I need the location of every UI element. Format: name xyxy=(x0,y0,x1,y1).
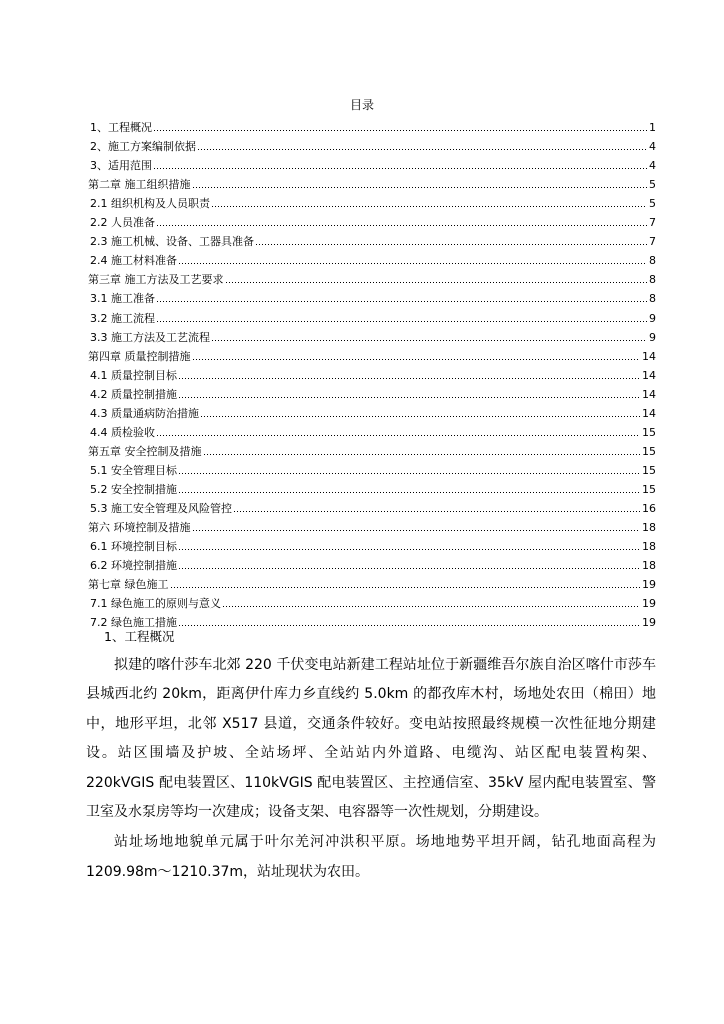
toc-dot-leader xyxy=(233,510,640,513)
toc-dot-leader xyxy=(156,300,647,303)
toc-dot-leader xyxy=(203,453,641,456)
toc-entry-label: 6.2 环境控制措施 xyxy=(90,559,177,573)
toc-entry-page: 8 xyxy=(649,273,656,287)
toc-dot-leader xyxy=(178,377,640,380)
toc-entry-page: 5 xyxy=(649,178,656,192)
toc-dot-leader xyxy=(222,605,640,608)
toc-dot-leader xyxy=(153,167,647,170)
toc-entry-label: 3.1 施工准备 xyxy=(90,292,155,306)
toc-entry-page: 15 xyxy=(642,425,656,439)
toc-dot-leader xyxy=(178,491,640,494)
toc-entry-label: 第五章 安全控制及措施 xyxy=(88,444,202,458)
toc-entry-page: 15 xyxy=(642,463,656,477)
toc-dot-leader xyxy=(170,586,641,589)
toc-title: 目录 xyxy=(349,98,374,112)
toc-entry[interactable] xyxy=(88,135,656,154)
toc-entry-label: 4.2 质量控制措施 xyxy=(90,387,177,401)
toc-entry-page: 9 xyxy=(649,330,656,344)
toc-entry-page: 14 xyxy=(642,368,656,382)
toc-entry-label: 5.1 安全管理目标 xyxy=(90,463,177,477)
toc-entry-label: 1、工程概况 xyxy=(90,121,152,135)
toc-entry-page: 5 xyxy=(649,197,656,211)
toc-entry-page: 15 xyxy=(642,444,656,458)
toc-dot-leader xyxy=(178,567,640,570)
toc-entry[interactable] xyxy=(88,554,656,573)
toc-dot-leader xyxy=(156,434,640,437)
toc-entry-page: 8 xyxy=(649,254,656,268)
toc-dot-leader xyxy=(178,624,640,627)
toc-entry-label: 第三章 施工方法及工艺要求 xyxy=(88,273,224,287)
toc-dot-leader xyxy=(197,148,647,151)
toc-entry-page: 4 xyxy=(649,140,656,154)
toc-entry-label: 第七章 绿色施工 xyxy=(88,578,169,592)
toc-dot-leader xyxy=(178,262,647,265)
toc-entry[interactable] xyxy=(88,383,656,402)
toc-entry-page: 18 xyxy=(642,559,656,573)
toc-entry[interactable] xyxy=(88,516,656,535)
toc-entry-label: 5.2 安全控制措施 xyxy=(90,482,177,496)
toc-entry-label: 7.1 绿色施工的原则与意义 xyxy=(90,597,221,611)
toc-dot-leader xyxy=(225,281,648,284)
toc-dot-leader xyxy=(156,224,647,227)
toc-entry-label: 7.2 绿色施工措施 xyxy=(90,616,177,630)
toc-entry-page: 14 xyxy=(642,406,656,420)
toc-entry[interactable] xyxy=(88,345,656,364)
toc-entry-page: 7 xyxy=(649,216,656,230)
toc-entry-page: 19 xyxy=(642,597,656,611)
table-of-contents xyxy=(88,116,656,630)
toc-dot-leader xyxy=(200,415,640,418)
toc-entry[interactable] xyxy=(88,230,656,249)
toc-entry-page: 14 xyxy=(642,387,656,401)
toc-entry-label: 2.3 施工机械、设备、工器具准备 xyxy=(90,235,254,249)
toc-entry[interactable] xyxy=(88,116,656,135)
toc-entry[interactable] xyxy=(88,478,656,497)
toc-dot-leader xyxy=(192,358,641,361)
toc-entry-label: 3.2 施工流程 xyxy=(90,311,155,325)
toc-entry-label: 4.3 质量通病防治措施 xyxy=(90,406,199,420)
toc-entry-page: 4 xyxy=(649,159,656,173)
toc-entry[interactable] xyxy=(88,402,656,421)
toc-entry-label: 第四章 质量控制措施 xyxy=(88,349,191,363)
toc-entry-page: 19 xyxy=(642,616,656,630)
toc-entry-label: 2.1 组织机构及人员职责 xyxy=(90,197,210,211)
body-paragraph: 站址场地地貌单元属于叶尔羌河冲洪积平原。场地地势平坦开阔，钻孔地面高程为 1209.98m～1210.37m，站址现状为农田。 xyxy=(86,834,656,880)
toc-entry[interactable] xyxy=(88,535,656,554)
toc-entry-page: 8 xyxy=(649,292,656,306)
toc-entry-page: 19 xyxy=(642,578,656,592)
toc-entry-page: 16 xyxy=(642,501,656,515)
toc-entry-label: 3.3 施工方法及工艺流程 xyxy=(90,330,210,344)
toc-entry[interactable] xyxy=(88,268,656,287)
toc-entry-page: 1 xyxy=(649,121,656,135)
toc-entry[interactable] xyxy=(88,573,656,592)
toc-entry-page: 9 xyxy=(649,311,656,325)
toc-dot-leader xyxy=(178,548,640,551)
toc-entry[interactable] xyxy=(88,192,656,211)
toc-dot-leader xyxy=(192,529,641,532)
toc-dot-leader xyxy=(192,186,648,189)
toc-dot-leader xyxy=(211,339,647,342)
toc-entry[interactable] xyxy=(88,154,656,173)
toc-entry-label: 4.4 质检验收 xyxy=(90,425,155,439)
toc-entry-page: 18 xyxy=(642,521,656,535)
toc-dot-leader xyxy=(156,320,647,323)
body-paragraph: 拟建的喀什莎车北郊 220 千伏变电站新建工程站址位于新疆维吾尔族自治区喀什市莎车县城西北约 20km，距离伊什库力乡直线约 5.0km 的都孜库木村，场地处农田（棉田）地中，地形平坦，北邻 X517 县道，交通条件较好。变电站按照最终规模一次性征地分期建设。站区围墙及护坡、全站场坪、全站站内外道路、电缆沟、站区配电装置构架、220kVGIS 配电装置区、110kVGIS 配电装置区、主控通信室、35kV 屋内配电装置室、警卫室及水泵房等均一次建成；设备支架、电容器等一次性规划，分期建设。 xyxy=(86,657,656,821)
toc-entry[interactable] xyxy=(88,211,656,230)
toc-entry-label: 第二章 施工组织措施 xyxy=(88,178,191,192)
toc-entry[interactable] xyxy=(88,306,656,325)
toc-entry-page: 15 xyxy=(642,482,656,496)
toc-entry[interactable] xyxy=(88,459,656,478)
toc-entry-page: 7 xyxy=(649,235,656,249)
toc-entry-label: 3、适用范围 xyxy=(90,159,152,173)
toc-entry[interactable] xyxy=(88,249,656,268)
toc-dot-leader xyxy=(178,396,640,399)
toc-dot-leader xyxy=(255,243,647,246)
toc-entry[interactable] xyxy=(88,173,656,192)
toc-entry[interactable] xyxy=(88,287,656,306)
section-body xyxy=(86,651,656,887)
toc-entry-label: 4.1 质量控制目标 xyxy=(90,368,177,382)
toc-entry-label: 2.2 人员准备 xyxy=(90,216,155,230)
toc-entry[interactable] xyxy=(88,421,656,440)
toc-entry[interactable] xyxy=(88,326,656,345)
section-heading: 1、工程概况 xyxy=(104,629,175,644)
toc-entry-label: 5.3 施工安全管理及风险管控 xyxy=(90,501,232,515)
toc-entry-label: 2.4 施工材料准备 xyxy=(90,254,177,268)
toc-entry-label: 6.1 环境控制目标 xyxy=(90,540,177,554)
toc-dot-leader xyxy=(178,472,640,475)
toc-entry[interactable] xyxy=(88,364,656,383)
toc-entry-label: 2、施工方案编制依据 xyxy=(90,140,196,154)
toc-dot-leader xyxy=(153,129,647,132)
toc-dot-leader xyxy=(211,205,647,208)
toc-entry[interactable] xyxy=(88,497,656,516)
toc-entry-page: 14 xyxy=(642,349,656,363)
toc-entry[interactable] xyxy=(88,440,656,459)
toc-entry-page: 18 xyxy=(642,540,656,554)
toc-entry-label: 第六 环境控制及措施 xyxy=(88,521,191,535)
toc-entry[interactable] xyxy=(88,592,656,611)
